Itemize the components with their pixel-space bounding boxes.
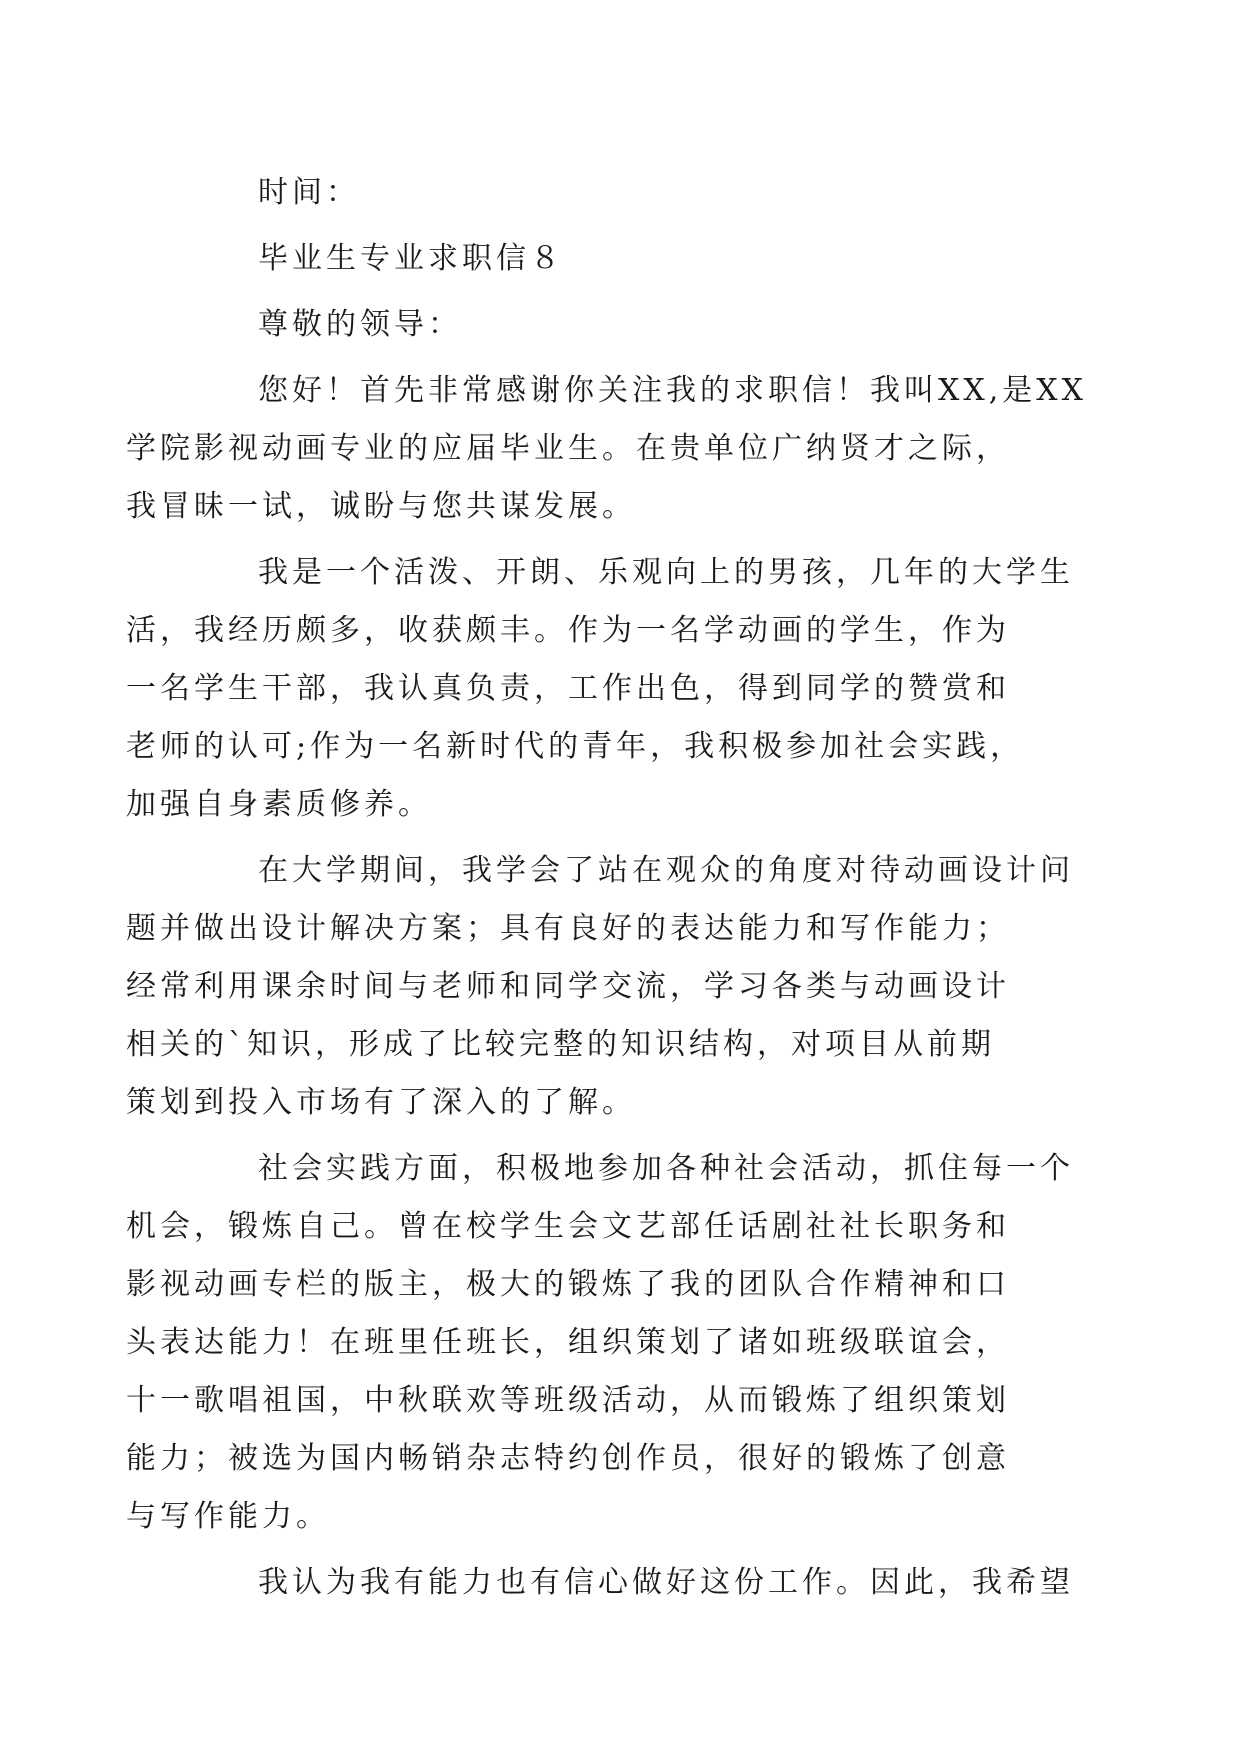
text-line: 经常利用课余时间与老师和同学交流，学习各类与动画设计 (126, 969, 1010, 1004)
text-line: 相关的`知识，形成了比较完整的知识结构，对项目从前期 (126, 1027, 995, 1062)
paragraph-3 (126, 842, 1074, 1132)
text-line: 我是一个活泼、开朗、乐观向上的男孩，几年的大学生 (258, 555, 1074, 590)
time-label: 时间： (258, 175, 360, 210)
text-line: 影视动画专栏的版主，极大的锻炼了我的团队合作精神和口 (126, 1267, 1010, 1302)
text-line: 与写作能力。 (126, 1499, 330, 1534)
paragraph-4 (126, 1140, 1074, 1546)
text-line: 在大学期间，我学会了站在观众的角度对待动画设计问 (258, 853, 1074, 888)
paragraph-1 (126, 362, 1087, 536)
text-line: 学院影视动画专业的应届毕业生。在贵单位广纳贤才之际， (126, 431, 1010, 466)
text-line: 能力；被选为国内畅销杂志特约创作员，很好的锻炼了创意 (126, 1441, 1010, 1476)
text-line: 十一歌唱祖国，中秋联欢等班级活动，从而锻炼了组织策划 (126, 1383, 1010, 1418)
text-line: 加强自身素质修养。 (126, 787, 432, 822)
letter-page (126, 164, 1087, 1612)
text-line: 老师的认可;作为一名新时代的青年，我积极参加社会实践， (126, 729, 1025, 764)
text-line: 头表达能力！在班里任班长，组织策划了诸如班级联谊会， (126, 1325, 1010, 1360)
text-line: 活，我经历颇多，收获颇丰。作为一名学动画的学生，作为 (126, 613, 1010, 648)
text-line: 社会实践方面，积极地参加各种社会活动，抓住每一个 (258, 1151, 1074, 1186)
salutation: 尊敬的领导： (258, 307, 462, 342)
text-line: 我冒昧一试，诚盼与您共谋发展。 (126, 489, 636, 524)
paragraph-5 (192, 1554, 1072, 1612)
text-line: 您好！首先非常感谢你关注我的求职信！我叫XX,是XX (258, 373, 1087, 408)
text-line: 我认为我有能力也有信心做好这份工作。因此，我希望 (258, 1565, 1074, 1600)
paragraph-2 (126, 544, 1074, 834)
letter-title: 毕业生专业求职信８ (258, 241, 564, 276)
text-line: 机会，锻炼自己。曾在校学生会文艺部任话剧社社长职务和 (126, 1209, 1010, 1244)
text-line: 题并做出设计解决方案；具有良好的表达能力和写作能力； (126, 911, 1010, 946)
text-line: 策划到投入市场有了深入的了解。 (126, 1085, 636, 1120)
text-line: 一名学生干部，我认真负责，工作出色，得到同学的赞赏和 (126, 671, 1010, 706)
